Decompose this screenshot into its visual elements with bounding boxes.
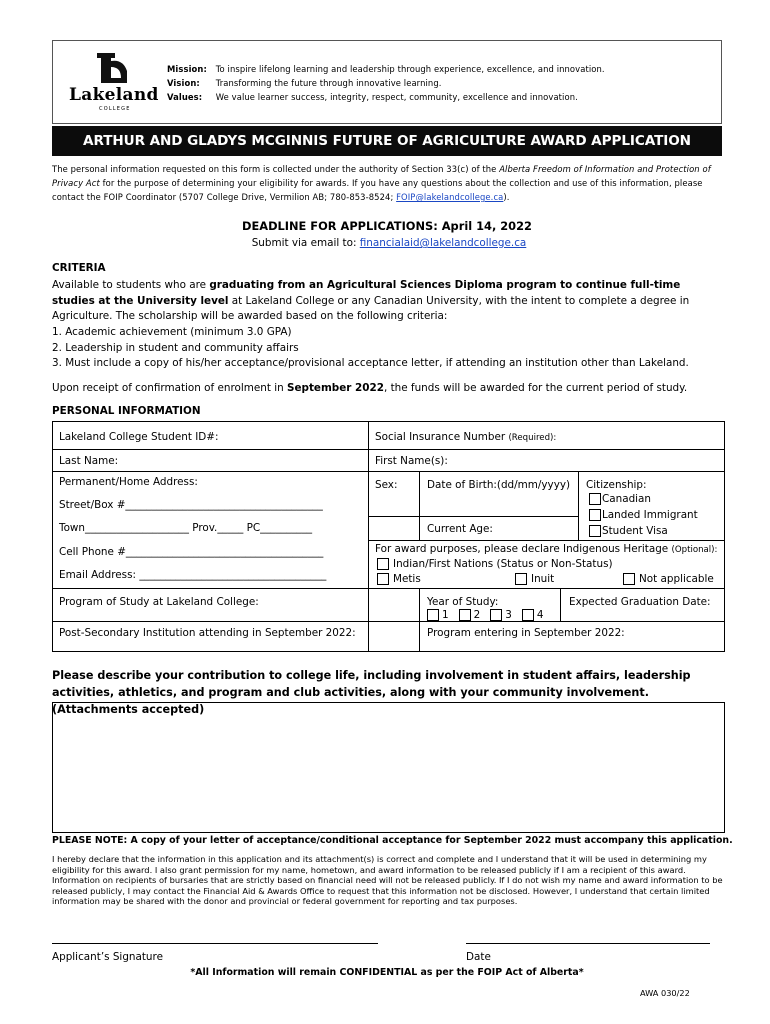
program-entering-label: Program entering in September 2022: [427,627,625,639]
page-title: ARTHUR AND GLADYS MCGINNIS FUTURE OF AGRICULTURE AWARD APPLICATION [83,133,691,149]
town-field[interactable]: Town____________________ Prov._____ PC__________ [59,522,313,534]
citizenship-option-label: Canadian [602,493,652,505]
citizenship-option-landed[interactable] [589,509,698,521]
criteria-intro [52,278,712,325]
checkbox[interactable] [377,558,389,570]
confidential-note: *All Information will remain CONFIDENTIAL as per the FOIP Act of Alberta* [190,967,584,978]
logo-sub: COLLEGE [99,106,131,112]
mission-text: To inspire lifelong learning and leadership through experience, excellence, and innovation. [215,64,605,74]
indigenous-option-inuit[interactable] [515,573,554,585]
sex-label: Sex: [375,479,398,491]
criteria-item: 3. Must include a copy of his/her acceptance/provisional acceptance letter, if attending an institution other than Lakeland. [52,357,689,369]
criteria-item: 2. Leadership in student and community affairs [52,341,299,354]
privacy-text-2: for the purpose of determining your eligibility for awards. If you have any questions about the collection and use of this information, please contact the FOIP Coordinator (5707 College Drive, Vermilion AB; 780-853-8524; [52,178,703,202]
dob-label: Date of Birth:(dd/mm/yyyy) [427,479,571,491]
sin-label [375,431,556,443]
signature-line[interactable] [52,943,378,944]
citizenship-option-visa[interactable] [589,525,668,537]
foip-email-link[interactable]: FOIP@lakelandcollege.ca [396,192,504,202]
checkbox[interactable] [589,509,601,521]
date-label: Date [466,951,491,963]
vision-label: Vision: [167,78,200,88]
citizenship-option-canadian[interactable] [589,493,651,505]
citizenship-label: Citizenship: [586,479,647,491]
post-secondary-label: Post-Secondary Institution attending in September 2022: [59,627,356,639]
indigenous-text: For award purposes, please declare Indigenous Heritage [375,543,672,555]
indigenous-option-label: Not applicable [639,573,714,585]
indigenous-optional: (Optional): [671,545,718,555]
declaration-text: I hereby declare that the information in this application and its attachment(s) is correct and complete and I understand that it will be used in determining my eligibility for this award. I also grant permission for my name, hometown, and award information to be released publicly if I am a recipient of this award. Information on recipients of bursaries that are strictly based on financial need will not be released publicly. If I do not wish my name and award information to be released publicly, I may contact the Financial Aid & Awards Office to request that this information not be disclosed. However, I understand that certain limited information may be shared with the donor and provincial or federal government for reporting and tax purposes. [52,854,723,907]
program-label: Program of Study at Lakeland College: [59,596,259,608]
values-line [167,90,717,104]
criteria-item: 1. Academic achievement (minimum 3.0 GPA) [52,326,292,338]
year-option-label: 4 [536,609,544,621]
submit-line [56,237,722,249]
indigenous-option-label: Metis [393,573,421,585]
contribution-textarea[interactable] [52,702,725,833]
privacy-text-1: The personal information requested on this form is collected under the authority of Section 33(c) of the [52,164,500,174]
acceptance-letter-note: PLEASE NOTE: A copy of your letter of acceptance/conditional acceptance for September 2022 must accompany this application. [52,835,733,846]
year-option-label: 2 [473,609,481,621]
checkbox[interactable] [490,609,502,621]
checkbox[interactable] [623,573,635,585]
year-option-label: 3 [505,609,512,621]
values-text: We value learner success, integrity, respect, community, excellence and innovation. [215,92,578,102]
enrolment-prefix: Upon receipt of confirmation of enrolment in [52,382,287,394]
indigenous-option-label: Inuit [531,573,555,585]
criteria-intro-suffix: at Lakeland College or any Canadian University, with the intent to complete a degree in Agriculture. The scholarship will be awarded based on the following criteria: [52,294,690,322]
first-names-label: First Name(s): [375,455,448,467]
indigenous-option-metis[interactable] [377,573,421,585]
logo-name: Lakeland [69,85,159,105]
vision-text: Transforming the future through innovative learning. [215,78,442,88]
vision-line [167,76,717,90]
enrolment-note [52,382,722,394]
citizenship-option-label: Landed Immigrant [602,509,698,521]
criteria-heading: CRITERIA [52,262,106,274]
mission-line [167,62,717,76]
checkbox[interactable] [522,609,534,621]
applicant-signature-label: Applicant’s Signature [52,951,163,963]
citizenship-option-label: Student Visa [602,525,668,537]
checkbox[interactable] [589,525,601,537]
checkbox[interactable] [377,573,389,585]
year-options [427,609,544,621]
indigenous-option-label: Indian/First Nations (Status or Non-Status) [393,558,613,570]
personal-info-table [52,421,725,652]
page-title-bar [52,126,722,156]
privacy-statement [52,162,722,204]
criteria-intro-prefix: Available to students who are [52,279,210,291]
privacy-act-name: Alberta Freedom of Information and Protection of Privacy Act [52,164,711,188]
form-code: AWA 030/22 [640,988,690,998]
checkbox[interactable] [515,573,527,585]
deadline-block [52,219,722,249]
criteria-list [52,325,722,372]
student-id-label: Lakeland College Student ID#: [59,431,219,443]
cell-phone-field[interactable]: Cell Phone #______________________________________ [59,546,324,558]
age-label: Current Age: [427,523,493,535]
graduation-date-label: Expected Graduation Date: [569,596,711,608]
checkbox[interactable] [589,493,601,505]
sin-text: Social Insurance Number [375,431,506,443]
sin-required: (Required): [508,433,557,443]
street-field[interactable]: Street/Box #______________________________________ [59,499,323,511]
lakeland-logo [63,51,157,117]
last-name-label: Last Name: [59,455,119,467]
personal-info-heading: PERSONAL INFORMATION [52,405,201,417]
checkbox[interactable] [427,609,439,621]
criteria-intro-bold: graduating from an Agricultural Sciences Diploma program to continue full-time studies at the University level [52,279,681,307]
checkbox[interactable] [459,609,471,621]
contribution-prompt: Please describe your contribution to college life, including involvement in student affairs, leadership activities, athletics, and program and club activities, along with your community involvement. (Attachments accepted) [52,669,691,716]
enrolment-bold: September 2022 [287,382,384,394]
mission-label: Mission: [167,64,207,74]
indigenous-label [375,543,717,555]
indigenous-option-first-nations[interactable] [377,558,613,570]
enrolment-suffix: , the funds will be awarded for the current period of study. [383,382,688,394]
privacy-text-3: ). [503,192,510,202]
year-of-study-label: Year of Study: [427,596,499,608]
values-label: Values: [167,92,203,102]
email-field[interactable]: Email Address: ____________________________________ [59,569,327,581]
submit-prefix: Submit via email to: [251,237,360,249]
indigenous-option-not-applicable[interactable] [623,573,714,585]
header-banner [52,40,722,124]
deadline-label: DEADLINE FOR APPLICATIONS: April 14, 2022 [242,219,532,233]
financial-aid-email-link[interactable]: financialaid@lakelandcollege.ca [359,237,527,249]
home-address-label: Permanent/Home Address: [59,476,198,488]
date-line[interactable] [466,943,710,944]
year-option-label: 1 [442,609,449,621]
